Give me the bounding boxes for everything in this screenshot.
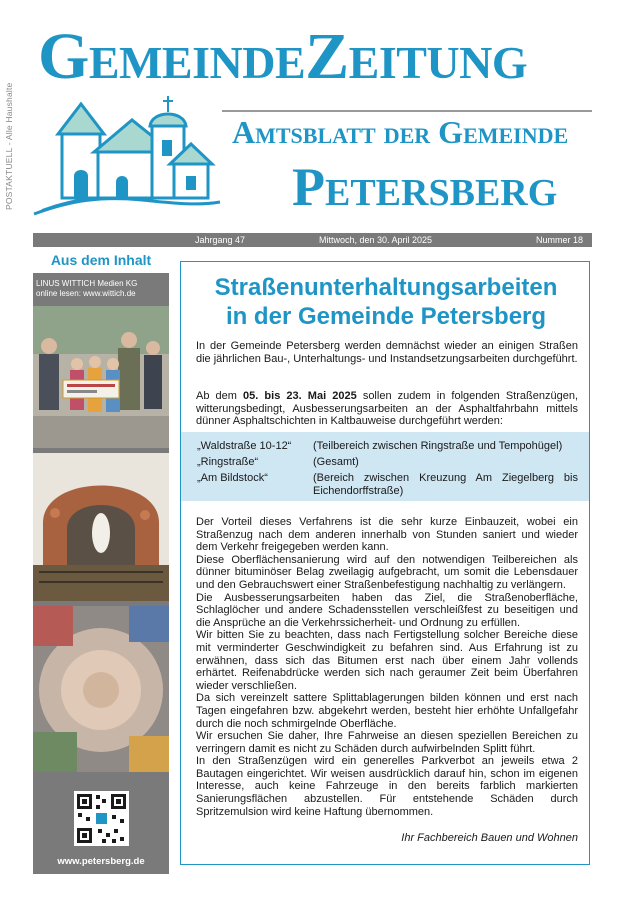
article-title [186, 273, 586, 331]
masthead-town: Petersberg [292, 157, 558, 217]
church-logo-icon [32, 92, 222, 220]
group-photo [33, 306, 169, 448]
masthead-subtitle: Amtsblatt der Gemeinde [232, 114, 569, 150]
street-name: „Waldstraße 10-12“ [197, 440, 292, 452]
website-link[interactable]: www.petersberg.de [57, 856, 145, 867]
period-dates: 05. bis 23. Mai 2025 [243, 390, 357, 402]
volume-label: Jahrgang 47 [195, 235, 246, 245]
publisher-info [36, 279, 168, 298]
street-name: „Ringstraße“ [197, 456, 259, 468]
sidebar [33, 247, 169, 874]
postaktuell-label: POSTAKTUELL - Alle Haushalte [4, 82, 14, 210]
issue-info-bar [33, 233, 592, 247]
article-title-line1: Straßenunterhaltungsarbeiten [214, 274, 558, 301]
grotto-photo [33, 453, 169, 601]
masthead-title: GemeindeZeitung [38, 20, 528, 93]
date-label: Mittwoch, den 30. April 2025 [319, 235, 433, 245]
article-signature: Ihr Fachbereich Bauen und Wohnen [401, 832, 578, 844]
article-period: Ab dem 05. bis 23. Mai 2025 sollen zudem in folgenden Straßenzügen, witterungsbedingt, Ausbesserungsarbeiten an der Asphaltfahrbahn mittels dünner Asphaltschichten in Kaltbauweise durchgeführt werden: [196, 390, 578, 428]
street-scope: (Gesamt) [313, 456, 359, 468]
street-scope: (Teilbereich zwischen Ringstraße und Tempohügel) [313, 440, 563, 452]
sidebar-heading: Aus dem Inhalt [33, 247, 169, 273]
masthead-rule [222, 110, 592, 112]
article-title-line2: in der Gemeinde Petersberg [225, 303, 547, 330]
street-name: „Am Bildstock“ [197, 472, 268, 484]
article-intro: In der Gemeinde Petersberg werden demnächst wieder an einigen Straßen die jährlichen Bau-, Unterhaltungs- und Instandsetzungsarbeiten durchgeführt. [196, 340, 578, 365]
qr-code-icon [74, 791, 129, 846]
publisher-name: LINUS WITTICH Medien KG [36, 279, 138, 288]
street-scope: (Bereich zwischen Kreuzung Am Ziegelberg bis Eichendorffstraße) [313, 472, 578, 497]
issue-number-label: Nummer 18 [536, 235, 584, 245]
hands-photo [33, 606, 169, 772]
publisher-online: online lesen: www.wittich.de [36, 288, 136, 298]
article-body: Der Vorteil dieses Verfahrens ist die sehr kurze Einbauzeit, wobei ein Straßenzug nach dem anderen innerhalb von Stunden saniert und wieder dem Verkehr freigegeben werden kann. Diese Oberflächensanierung wird auf den notwendigen Teilbereichen als dünner bituminöser Belag zweilagig aufgebracht, um somit die Lebensdauer und den Gebrauchswert einer Straßenbefestigung nachhaltig zu verlängern. Die Ausbesserungsarbeiten haben das Ziel, die Straßenoberfläche, Schlaglöcher und andere Schadensstellen verschleißfest zu beseitigen und die Ansprüche an die Verkehrssicherheit- und Ordnung zu erfüllen. Wir bitten Sie zu beachten, dass nach Fertigstellung solcher Bereiche diese mit verminderter Geschwindigkeit zu befahren sind. Aus Erfahrung ist zu erwähnen, dass sich das Bitumen erst nach über einem Jahr vollends erhärtet. Reifenabdrücke werden sich nach geraumer Zeit beim Überfahren wieder verschließen. Da sich vereinzelt sattere Splittablagerungen bilden können und erst nach Tagen eingefahren bzw. abgekehrt werden, besteht hier erhöhte Unfallgefahr durch die noch schmirgelnde Oberfläche. Wir ersuchen Sie daher, Ihre Fahrweise an diesen speziellen Bereichen zu verringern damit es nicht zu Schäden durch aufwirbelnden Splitt führt. In den Straßenzügen wird ein generelles Parkverbot an jeweils etwa 2 Bautagen eingerichtet. Wir weisen ausdrücklich darauf hin, schon im eigenen Interesse, auch keine Fahrzeuge in den bereits farblich markierten Sanierungsflächen abzustellen. Für entstehende Schäden durch Spritzemulsion wird keine Haftung übernommen. [196, 516, 578, 818]
